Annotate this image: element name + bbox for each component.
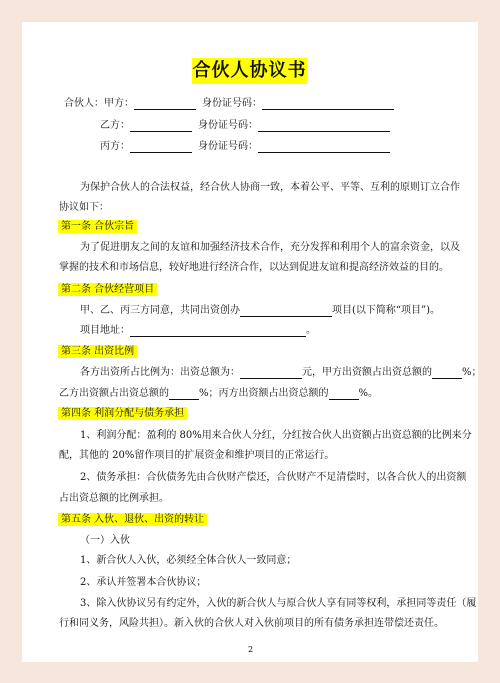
article-3-heading: 第三条 出资比例 bbox=[58, 346, 137, 358]
article-5-sub-1: （一）入伙 bbox=[80, 535, 130, 546]
article-5-item-3-line-2: 行和同义务，风险共担）。新入伙的合伙人对入伙前项目的所有债务承担连带偿还责任。 bbox=[59, 618, 444, 629]
party-b-id-blank bbox=[258, 121, 390, 132]
party-c-id-blank bbox=[258, 142, 390, 153]
article-5-item-3-line-1: 3、除入伙协议另有约定外，入伙的新合伙人与原合伙人享有同等权利，承担同等责任（履 bbox=[80, 598, 477, 609]
article-1-line-1: 为了促进朋友之间的友谊和加强经济技术合作，充分发挥和利用个人的富余资金，以及 bbox=[80, 242, 460, 253]
article-3-line-1: 各方出资所占比例为：出资总额为： 元，甲方出资额占出资总额的 %； bbox=[80, 367, 482, 378]
article-4-p2-line-2: 占出资总额的比例承担。 bbox=[59, 493, 169, 504]
party-a-id-blank bbox=[262, 99, 394, 110]
article-4-p1-line-1: 1、利润分配：盈利的 80%用来合伙人分红，分红按合伙人出资额占出资总额的比例来分 bbox=[80, 430, 472, 441]
party-b-id-label: 身份证号码： bbox=[198, 120, 258, 131]
article-5-heading: 第五条 入伙、退伙、出资的转让 bbox=[58, 514, 207, 526]
article-5-item-1: 1、新合伙人入伙，必须经全体合伙人一致同意； bbox=[80, 555, 297, 566]
article-3-line-2: 乙方出资额占出资总额的 %；丙方出资额占出资总额的 %。 bbox=[59, 388, 379, 399]
total-capital-blank bbox=[240, 368, 302, 379]
party-a-label: 甲方： bbox=[104, 98, 134, 109]
document-page bbox=[22, 22, 482, 662]
project-address-blank bbox=[130, 326, 306, 337]
article-2-line-2: 项目地址： 。 bbox=[80, 325, 316, 336]
article-2-heading: 第二条 合伙经营项目 bbox=[58, 284, 157, 296]
article-1-heading: 第一条 合伙宗旨 bbox=[58, 221, 137, 233]
party-c-name-blank bbox=[130, 142, 192, 153]
intro-line-1: 为保护合伙人的合法权益，经合伙人协商一致，本着公平、平等、互利的原则订立合作 bbox=[80, 182, 460, 193]
document-title: 合伙人协议书 bbox=[192, 58, 307, 84]
article-4-heading: 第四条 利润分配与债务承担 bbox=[58, 408, 187, 420]
article-2-line-1: 甲、乙、丙三方同意，共同出资创办 项目(以下简称“项目”)。 bbox=[80, 305, 441, 316]
party-c-id-label: 身份证号码： bbox=[198, 141, 258, 152]
party-a-line bbox=[64, 98, 394, 110]
party-b-share-blank bbox=[169, 389, 199, 400]
article-5-item-2: 2、承认并签署本合伙协议； bbox=[80, 577, 207, 588]
article-1-line-2: 掌握的技术和市场信息，较好地进行经济合作，以达到促进友谊和提高经济效益的目的。 bbox=[59, 262, 449, 273]
party-a-share-blank bbox=[432, 368, 462, 379]
partners-heading: 合伙人： bbox=[64, 98, 104, 109]
party-c-share-blank bbox=[329, 389, 359, 400]
party-b-name-blank bbox=[130, 121, 192, 132]
article-4-p1-line-2: 配，其他的 20%留作项目的扩展资金和维护项目的正常运行。 bbox=[59, 450, 335, 461]
party-a-id-label: 身份证号码： bbox=[202, 98, 262, 109]
party-b-label: 乙方： bbox=[100, 120, 130, 131]
party-c-line bbox=[100, 141, 390, 153]
article-4-p2-line-1: 2、债务承担：合伙债务先由合伙财产偿还，合伙财产不足清偿时，以各合伙人的出资额 bbox=[80, 472, 467, 483]
party-b-line bbox=[100, 120, 390, 132]
intro-line-2: 协议如下： bbox=[59, 202, 109, 213]
party-a-name-blank bbox=[134, 99, 196, 110]
party-c-label: 丙方： bbox=[100, 141, 130, 152]
project-name-blank bbox=[240, 306, 332, 317]
page-number: 2 bbox=[248, 645, 254, 654]
